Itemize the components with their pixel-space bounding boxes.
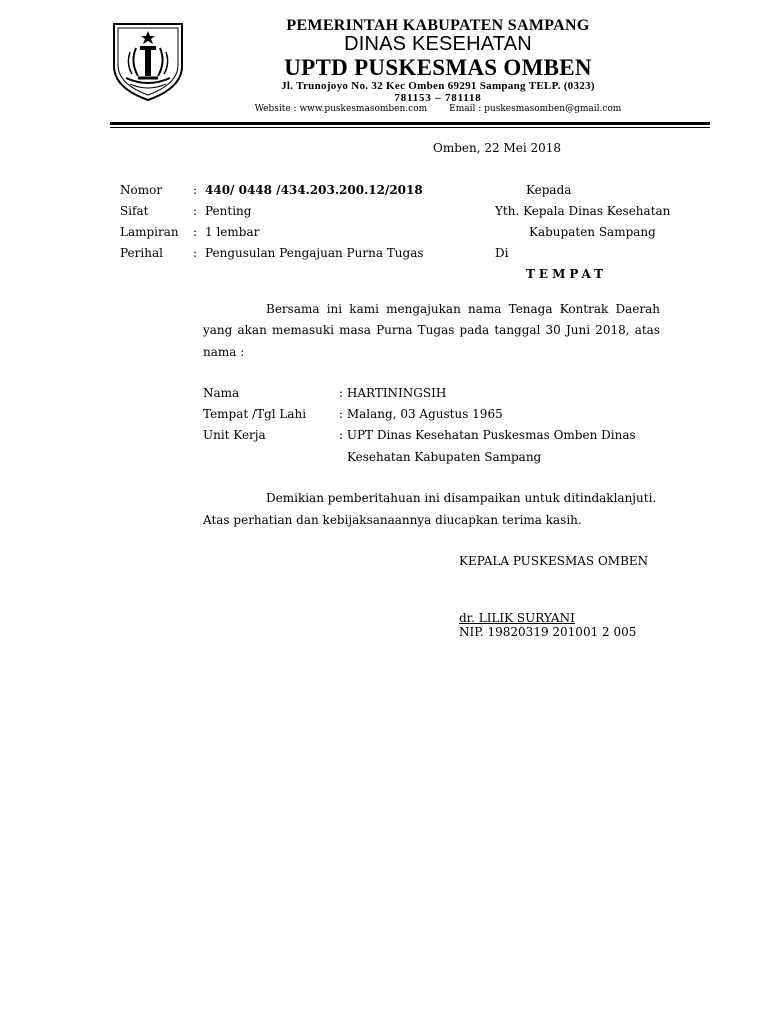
identity-value-unit-cont: Kesehatan Kabupaten Sampang [347,450,542,464]
meta-value-sifat: Penting [205,204,252,218]
meta-value-lampiran: 1 lembar [205,225,260,239]
letterhead-unit: UPTD PUSKESMAS OMBEN [284,55,592,80]
intro-line-3: nama : [203,345,245,359]
meta-label-nomor: Nomor [120,183,163,197]
recipient-kabupaten: Kabupaten Sampang [529,225,656,239]
kabupaten-sampang-emblem [108,18,188,104]
closing-line-1: Demikian pemberitahuan ini disampaikan untuk ditindaklanjuti. [266,491,657,505]
identity-value-ttl: : Malang, 03 Agustus 1965 [339,407,503,421]
letterhead-website: Website : www.puskesmasomben.com [254,104,428,114]
identity-label-nama: Nama [203,386,240,400]
meta-label-sifat: Sifat [120,204,149,218]
meta-label-perihal: Perihal [120,246,163,260]
identity-label-unit: Unit Kerja [203,428,266,442]
letterhead-divider-thick [110,122,710,125]
meta-sep-perihal: : [193,246,198,260]
letterhead-contact [228,104,648,114]
intro-line-1: Bersama ini kami mengajukan nama Tenaga Kontrak Daerah [266,302,660,316]
recipient-yth: Yth. Kepala Dinas Kesehatan [495,204,671,218]
letterhead-phone: 781153 – 781118 [394,92,482,104]
signature-name: dr. LILIK SURYANI [459,611,575,625]
identity-value-nama: : HARTININGSIH [339,386,447,400]
meta-label-lampiran: Lampiran [120,225,179,239]
recipient-tempat: TEMPAT [526,267,608,281]
signature-nip: NIP. 19820319 201001 2 005 [459,625,637,639]
meta-sep-nomor: : [193,183,198,197]
identity-value-unit: : UPT Dinas Kesehatan Puskesmas Omben Dinas [339,428,636,442]
meta-sep-lampiran: : [193,225,198,239]
letterhead-email: Email : puskesmasomben@gmail.com [449,104,622,114]
signature-title: KEPALA PUSKESMAS OMBEN [459,554,649,568]
intro-line-2: yang akan memasuki masa Purna Tugas pada tanggal 30 Juni 2018, atas [203,323,660,337]
recipient-di: Di [495,246,509,260]
meta-value-perihal: Pengusulan Pengajuan Purna Tugas [205,246,424,260]
letter-date: Omben, 22 Mei 2018 [433,141,562,155]
letterhead-department: DINAS KESEHATAN [344,33,532,55]
meta-sep-sifat: : [193,204,198,218]
letterhead-government: PEMERINTAH KABUPATEN SAMPANG [286,17,590,34]
meta-value-nomor: 440/ 0448 /434.203.200.12/2018 [205,183,423,197]
letterhead-divider-thin [110,127,710,128]
letterhead-address: Jl. Trunojoyo No. 32 Kec Omben 69291 Sampang TELP. (0323) [281,80,595,92]
recipient-kepada: Kepada [526,183,572,197]
identity-label-ttl: Tempat /Tgl Lahi [203,407,307,421]
closing-line-2: Atas perhatian dan kebijaksanaannya diucapkan terima kasih. [203,513,582,527]
